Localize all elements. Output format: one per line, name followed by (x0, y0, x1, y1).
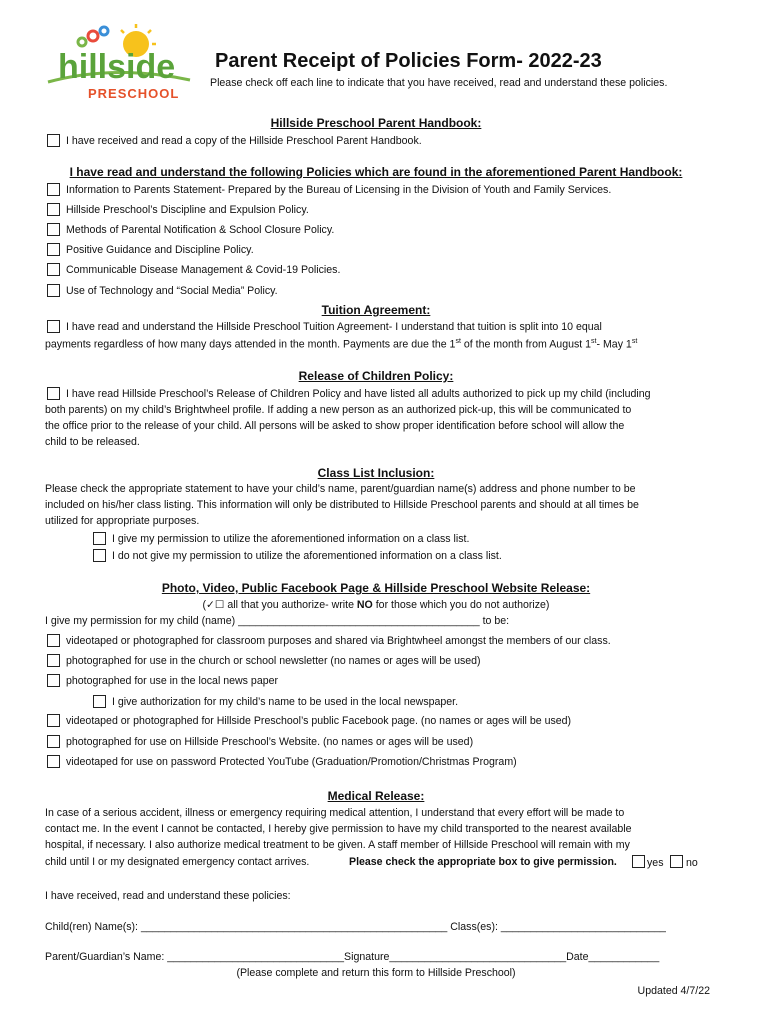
policy-item: Positive Guidance and Discipline Policy. (66, 244, 254, 256)
page-title: Parent Receipt of Policies Form- 2022-23 (215, 50, 602, 72)
release-line: child to be released. (45, 436, 140, 448)
medical-line: In case of a serious accident, illness or emergency requiring medical attention, I understand that every effort will be made to (45, 807, 625, 819)
photo-checkbox[interactable] (47, 674, 60, 687)
policy-checkbox[interactable] (47, 243, 60, 256)
photo-checkbox[interactable] (47, 634, 60, 647)
children-names-field[interactable]: Child(ren) Name(s): ____________________________________________________ Class(es): ____________________________ (45, 921, 666, 933)
photo-instructions: (✓☐ all that you authorize- write NO for those which you do not authorize) (202, 599, 550, 611)
classlist-permit-label: I give my permission to utilize the aforementioned information on a class list. (112, 533, 470, 545)
medical-line: child until I or my designated emergency contact arrives. (45, 856, 310, 868)
received-statement: I have received, read and understand these policies: (45, 890, 291, 902)
svg-text:hillside: hillside (58, 48, 176, 86)
tuition-checkbox[interactable] (47, 320, 60, 333)
classlist-line: utilized for appropriate purposes. (45, 515, 200, 527)
policy-checkbox[interactable] (47, 183, 60, 196)
photo-item: photographed for use in the church or school newsletter (no names or ages will be used) (66, 655, 481, 667)
release-heading: Release of Children Policy: (298, 369, 454, 383)
photo-checkbox[interactable] (47, 755, 60, 768)
medical-line: contact me. In the event I cannot be contacted, I hereby give permission to have my child transported to the nearest available (45, 823, 632, 835)
page-subtitle: Please check off each line to indicate that you have received, read and understand these policies. (210, 77, 668, 89)
policy-item: Hillside Preschool’s Discipline and Expulsion Policy. (66, 204, 309, 216)
photo-item: videotaped for use on password Protected YouTube (Graduation/Promotion/Christmas Program) (66, 756, 517, 768)
policy-item: Information to Parents Statement- Prepared by the Bureau of Licensing in the Division of Youth and Family Services. (66, 184, 612, 196)
medical-heading: Medical Release: (327, 789, 425, 803)
newspaper-name-label: I give authorization for my child’s name to be used in the local newspaper. (112, 696, 459, 708)
classlist-deny-label: I do not give my permission to utilize the aforementioned information on a class list. (112, 550, 502, 562)
handbook-item: I have received and read a copy of the Hillside Preschool Parent Handbook. (66, 135, 422, 147)
photo-heading: Photo, Video, Public Facebook Page & Hillside Preschool Website Release: (161, 581, 591, 595)
policy-checkbox[interactable] (47, 223, 60, 236)
policy-checkbox[interactable] (47, 203, 60, 216)
policy-item: Communicable Disease Management & Covid-19 Policies. (66, 264, 341, 276)
photo-permission-line: I give my permission for my child (name) _________________________________________ to be: (45, 615, 510, 627)
return-note: (Please complete and return this form to Hillside Preschool) (236, 967, 516, 979)
medical-no-checkbox[interactable] (670, 855, 683, 868)
logo-graphic (44, 24, 194, 104)
photo-item: videotaped or photographed for classroom purposes and shared via Brightwheel amongst the members of our class. (66, 635, 611, 647)
policy-checkbox[interactable] (47, 263, 60, 276)
classlist-heading: Class List Inclusion: (317, 466, 435, 480)
release-line: both parents) on my child’s Brightwheel profile. If adding a new person as an authorized pick-up, this will be communicated to (45, 404, 632, 416)
policy-item: Use of Technology and “Social Media” Policy. (66, 285, 278, 297)
photo-checkbox[interactable] (47, 714, 60, 727)
photo-item: videotaped or photographed for Hillside Preschool’s public Facebook page. (no names or ages will be used) (66, 715, 572, 727)
medical-yes-label: yes (647, 857, 664, 869)
release-line: the office prior to the release of your child. All persons will be asked to show proper identification before school will allow the (45, 420, 625, 432)
policy-item: Methods of Parental Notification & School Closure Policy. (66, 224, 335, 236)
tuition-heading: Tuition Agreement: (321, 303, 431, 317)
medical-line: hospital, if necessary. I also authorize medical treatment to be given. A staff member of Hillside Preschool will remain with my (45, 839, 630, 851)
photo-item: photographed for use on Hillside Preschool’s Website. (no names or ages will be used) (66, 736, 474, 748)
classlist-line: Please check the appropriate statement to have your child’s name, parent/guardian name(s) address and phone number to be (45, 483, 636, 495)
tuition-line2: payments regardless of how many days attended in the month. Payments are due the 1st of the month from August 1st- May 1st (45, 338, 638, 351)
medical-permission-instruction: Please check the appropriate box to give permission. (349, 856, 617, 868)
svg-text:PRESCHOOL: PRESCHOOL (88, 86, 180, 101)
photo-checkbox[interactable] (47, 735, 60, 748)
photo-checkbox[interactable] (47, 654, 60, 667)
classlist-deny-checkbox[interactable] (93, 549, 106, 562)
hillside-logo (44, 24, 194, 104)
parent-signature-line[interactable]: Parent/Guardian’s Name: ______________________________Signature______________________________Date____________ (45, 951, 660, 963)
newspaper-name-checkbox[interactable] (93, 695, 106, 708)
release-line: I have read Hillside Preschool’s Release of Children Policy and have listed all adults authorized to pick up my child (including (66, 388, 651, 400)
classlist-permit-checkbox[interactable] (93, 532, 106, 545)
handbook-checkbox[interactable] (47, 134, 60, 147)
tuition-line1: I have read and understand the Hillside Preschool Tuition Agreement- I understand that tuition is split into 10 equal (66, 321, 602, 333)
release-checkbox[interactable] (47, 387, 60, 400)
medical-no-label: no (686, 857, 698, 869)
policies-heading: I have read and understand the following Policies which are found in the aforementioned Parent Handbook: (69, 165, 683, 179)
classlist-line: included on his/her class listing. This information will only be distributed to Hillside Preschool parents and should at all times be (45, 499, 639, 511)
medical-yes-checkbox[interactable] (632, 855, 645, 868)
updated-date: Updated 4/7/22 (637, 985, 710, 997)
photo-item: photographed for use in the local news paper (66, 675, 279, 687)
handbook-heading: Hillside Preschool Parent Handbook: (270, 116, 482, 130)
policy-checkbox[interactable] (47, 284, 60, 297)
